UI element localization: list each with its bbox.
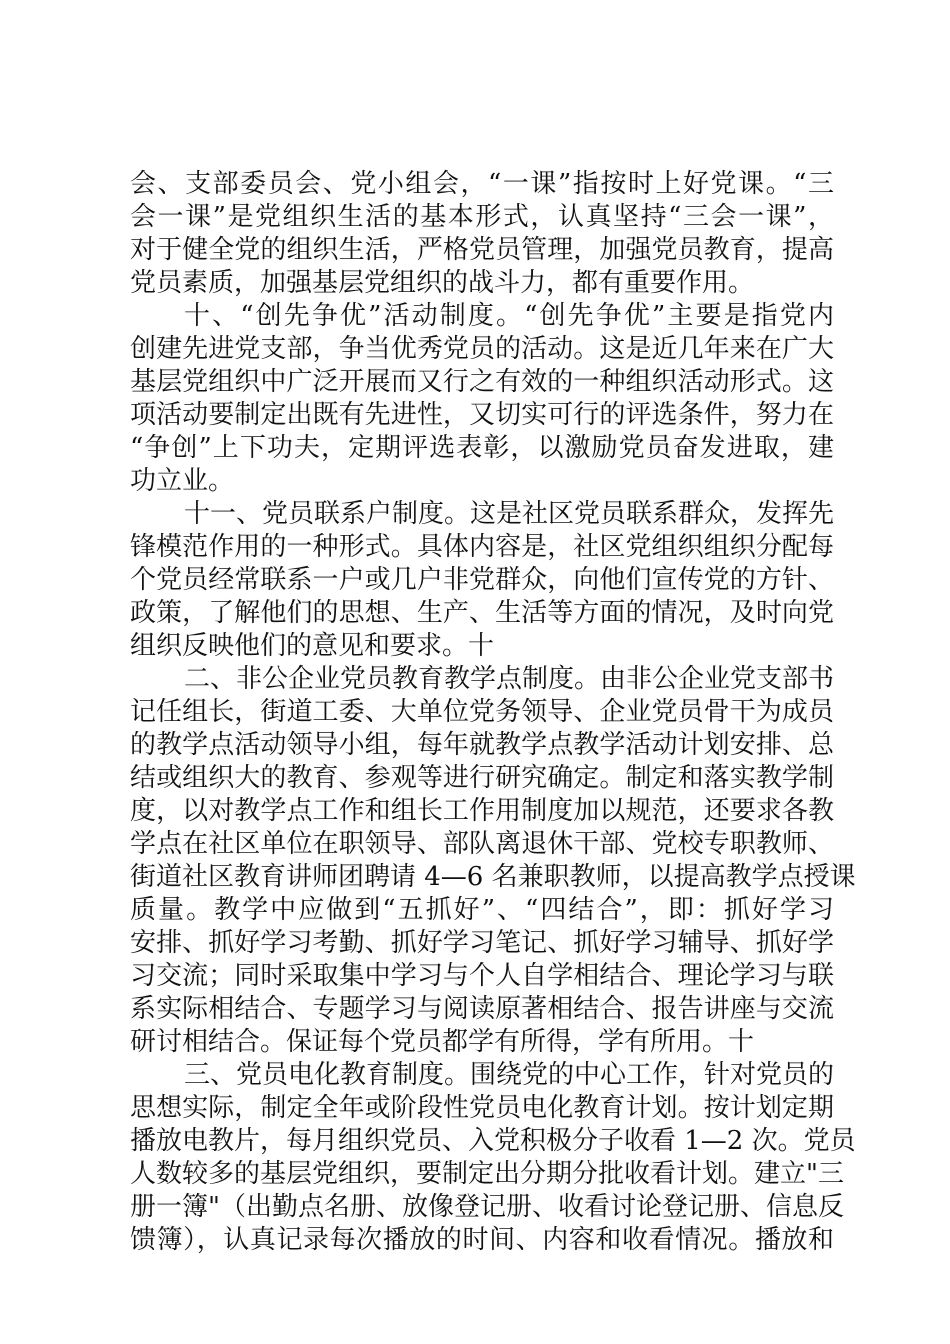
text-line: 锋模范作用的一种形式。具体内容是，社区党组织组织分配每 [130,532,834,562]
text-line: 组织反映他们的意见和要求。十 [130,631,495,661]
text-line: 创建先进党支部，争当优秀党员的活动。这是近几年来在广大 [130,334,834,364]
body-text [130,168,856,1257]
text-line: 册一簿"（出勤点名册、放像登记册、收看讨论登记册、信息反 [130,1192,844,1222]
text-line: 学点在社区单位在职领导、部队离退休干部、党校专职教师、 [130,829,834,859]
paragraph-start-line: 十、“创先争优”活动制度。“创先争优”主要是指党内 [184,301,834,331]
text-line: “争创”上下功夫，定期评选表彰，以激励党员奋发进取，建 [130,433,834,463]
text-line: 的教学点活动领导小组，每年就教学点教学活动计划安排、总 [130,730,834,760]
text-line: 对于健全党的组织生活，严格党员管理，加强党员教育，提高 [130,235,834,265]
text-line: 系实际相结合、专题学习与阅读原著相结合、报告讲座与交流 [130,994,834,1024]
text-line: 人数较多的基层党组织，要制定出分期分批收看计划。建立"三 [130,1159,844,1189]
text-line: 政策，了解他们的思想、生产、生活等方面的情况，及时向党 [130,598,834,628]
text-line: 结或组织大的教育、参观等进行研究确定。制定和落实教学制 [130,763,834,793]
text-line: 研讨相结合。保证每个党员都学有所得，学有所用。十 [130,1027,755,1057]
text-line: 馈簿），认真记录每次播放的时间、内容和收看情况。播放和 [130,1225,834,1255]
text-line: 项活动要制定出既有先进性，又切实可行的评选条件，努力在 [130,400,834,430]
text-line: 个党员经常联系一户或几户非党群众，向他们宣传党的方针、 [130,565,834,595]
text-line: 会一课”是党组织生活的基本形式，认真坚持“三会一课”， [130,202,834,232]
text-line: 记任组长，街道工委、大单位党务领导、企业党员骨干为成员 [130,697,834,727]
text-line: 习交流；同时采取集中学习与个人自学相结合、理论学习与联 [130,961,834,991]
paragraph-start-line: 二、非公企业党员教育教学点制度。由非公企业党支部书 [184,664,835,694]
text-line: 度，以对教学点工作和组长工作用制度加以规范，还要求各教 [130,796,834,826]
text-line: 党员素质，加强基层党组织的战斗力，都有重要作用。 [130,268,755,298]
paragraph-start-line: 十一、党员联系户制度。这是社区党员联系群众，发挥先 [184,499,835,529]
paragraph-start-line: 三、党员电化教育制度。围绕党的中心工作，针对党员的 [184,1060,835,1090]
text-line: 街道社区教育讲师团聘请 4—6 名兼职教师，以提高教学点授课 [130,862,856,892]
text-line: 思想实际，制定全年或阶段性党员电化教育计划。按计划定期 [130,1093,834,1123]
text-line: 会、支部委员会、党小组会，“一课”指按时上好党课。“三 [130,169,834,199]
text-line: 安排、抓好学习考勤、抓好学习笔记、抓好学习辅导、抓好学 [130,928,834,958]
text-line: 基层党组织中广泛开展而又行之有效的一种组织活动形式。这 [130,367,834,397]
text-line: 播放电教片，每月组织党员、入党积极分子收看 1—2 次。党员 [130,1126,856,1156]
text-line: 功立业。 [130,466,235,496]
text-line: 质量。教学中应做到“五抓好”、“四结合”，即：抓好学习 [130,895,834,925]
